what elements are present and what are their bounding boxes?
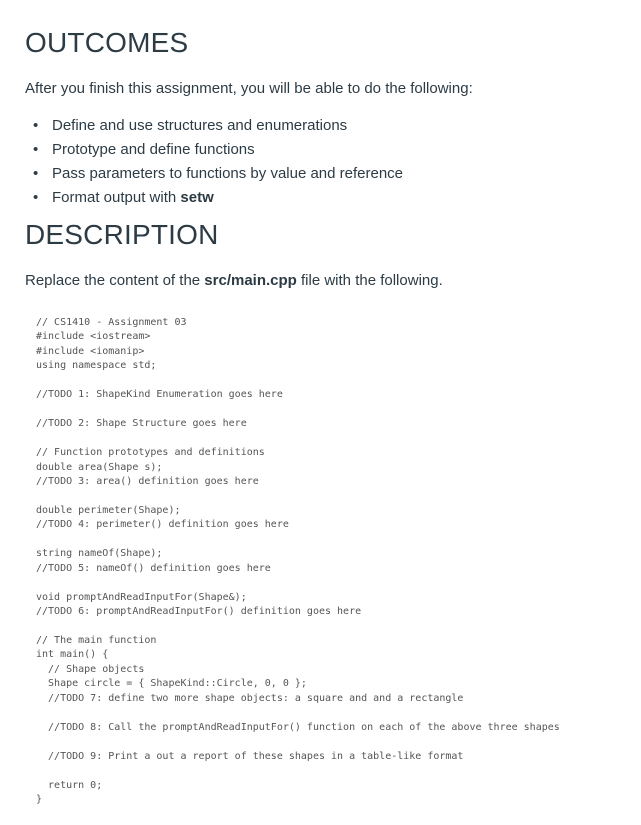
bullet-icon: • xyxy=(33,117,39,134)
file-path: src/main.cpp xyxy=(204,272,297,289)
outcome-item xyxy=(25,138,403,162)
outcome-keyword: setw xyxy=(180,189,214,206)
outcome-text: Prototype and define functions xyxy=(52,141,255,158)
outcome-text: Format output with xyxy=(52,189,181,206)
description-instruction xyxy=(25,272,443,290)
instruction-suffix: file with the following. xyxy=(296,272,443,289)
description-heading: DESCRIPTION xyxy=(25,219,219,250)
outcomes-intro: After you finish this assignment, you will be able to do the following: xyxy=(25,80,473,97)
outcomes-list xyxy=(25,114,403,210)
outcome-item xyxy=(25,114,403,138)
outcome-item xyxy=(25,186,403,210)
instruction-prefix: Replace the content of the xyxy=(25,272,205,289)
code-block: // CS1410 - Assignment 03 #include <iostream> #include <iomanip> using namespace std; //TODO 1: ShapeKind Enumeration goes here //TODO 2: Shape Structure goes here // Function prototypes and definitions double area(Shape s); //TODO 3: area() definition goes here double perimeter(Shape); //TODO 4: perimeter() definition goes here string nameOf(Shape); //TODO 5: nameOf() definition goes here void promptAndReadInputFor(Shape&); //TODO 6: promptAndReadInputFor() definition goes here // The main function int main() { // Shape objects Shape circle = { ShapeKind::Circle, 0, 0 }; //TODO 7: define two more shape objects: a square and and a rectangle //TODO 8: Call the promptAndReadInputFor() function on each of the above three shapes //TODO 9: Print a out a report of these shapes in a table-like format return 0; } xyxy=(36,317,560,805)
outcome-text: Pass parameters to functions by value and reference xyxy=(52,165,404,182)
outcome-item xyxy=(25,162,403,186)
bullet-icon: • xyxy=(33,165,39,182)
bullet-icon: • xyxy=(33,141,39,158)
bullet-icon: • xyxy=(33,189,39,206)
outcome-text: Define and use structures and enumerations xyxy=(52,117,348,134)
outcomes-heading: OUTCOMES xyxy=(25,27,189,58)
